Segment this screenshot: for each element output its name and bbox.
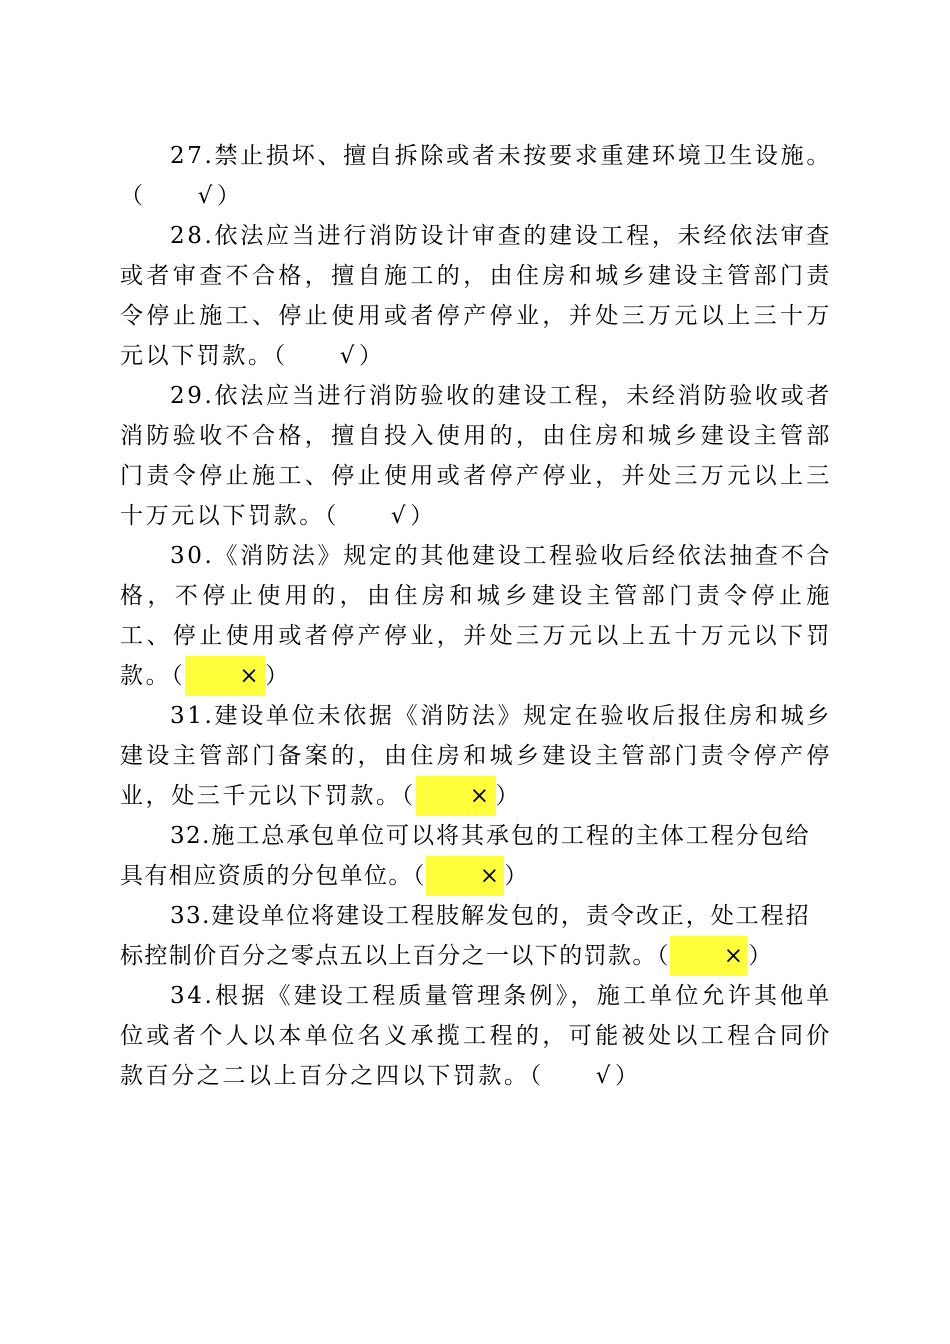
answer-mark: √ — [197, 183, 215, 209]
item-text: 施工总承包单位可以将其承包的工程的主体工程分包给具有相应资质的分包单位。 — [120, 823, 810, 889]
list-item: 30.《消防法》规定的其他建设工程验收后经依法抽查不合格，不停止使用的，由住房和城乡建设主管部门责令停止施工、停止使用或者停产停业，并处三万元以上五十万元以下罚款。（ × ） — [120, 536, 832, 696]
list-item: 27.禁止损坏、擅自拆除或者未按要求重建环境卫生设施。（ √） — [120, 136, 832, 216]
list-item: 33.建设单位将建设工程肢解发包的，责令改正，处工程招标控制价百分之零点五以上百分之一以下的罚款。（ × ） — [120, 896, 810, 976]
list-item: 28.依法应当进行消防设计审查的建设工程，未经依法审查或者审查不合格，擅自施工的，由住房和城乡建设主管部门责令停止施工、停止使用或者停产停业，并处三万元以上三十万元以下罚款。（ √） — [120, 216, 832, 376]
answer-mark: √ — [595, 1063, 613, 1089]
question-list — [120, 136, 832, 1096]
item-number: 33. — [170, 903, 211, 929]
item-text: 《消防法》规定的其他建设工程验收后经依法抽查不合格，不停止使用的，由住房和城乡建设主管部门责令停止施工、停止使用或者停产停业，并处三万元以上五十万元以下罚款。 — [120, 543, 832, 689]
item-text: 根据《建设工程质量管理条例》，施工单位允许其他单位或者个人以本单位名义承揽工程的，可能被处以工程合同价款百分之二以上百分之四以下罚款。 — [120, 983, 832, 1089]
list-item: 32.施工总承包单位可以将其承包的工程的主体工程分包给具有相应资质的分包单位。（ × ） — [120, 816, 810, 896]
answer-mark: √ — [339, 343, 357, 369]
item-text: 依法应当进行消防设计审查的建设工程，未经依法审查或者审查不合格，擅自施工的，由住房和城乡建设主管部门责令停止施工、停止使用或者停产停业，并处三万元以上三十万元以下罚款。 — [120, 223, 832, 369]
item-number: 30. — [170, 543, 215, 569]
answer-mark: × — [416, 776, 496, 816]
item-number: 32. — [170, 823, 211, 849]
item-number: 27. — [170, 143, 215, 169]
item-text: 建设单位未依据《消防法》规定在验收后报住房和城乡建设主管部门备案的，由住房和城乡建设主管部门责令停产停业，处三千元以下罚款。 — [120, 703, 832, 809]
item-number: 31. — [170, 703, 215, 729]
item-number: 29. — [170, 383, 215, 409]
answer-mark: × — [185, 656, 265, 696]
item-number: 34. — [170, 983, 215, 1009]
answer-mark: √ — [390, 503, 409, 529]
item-text: 建设单位将建设工程肢解发包的，责令改正，处工程招标控制价百分之零点五以上百分之一以下的罚款。 — [120, 903, 810, 969]
item-number: 28. — [170, 223, 215, 249]
answer-mark: × — [670, 936, 749, 976]
answer-mark: × — [426, 856, 505, 896]
list-item: 29.依法应当进行消防验收的建设工程，未经消防验收或者消防验收不合格，擅自投入使用的，由住房和城乡建设主管部门责令停止施工、停止使用或者停产停业，并处三万元以上三十万元以下罚款。（ √） — [120, 376, 832, 536]
item-text: 依法应当进行消防验收的建设工程，未经消防验收或者消防验收不合格，擅自投入使用的，由住房和城乡建设主管部门责令停止施工、停止使用或者停产停业，并处三万元以上三十万元以下罚款。 — [120, 383, 832, 529]
list-item: 31.建设单位未依据《消防法》规定在验收后报住房和城乡建设主管部门备案的，由住房和城乡建设主管部门责令停产停业，处三千元以下罚款。（ × ） — [120, 696, 832, 816]
item-text: 禁止损坏、擅自拆除或者未按要求重建环境卫生设施。 — [214, 143, 832, 169]
list-item: 34.根据《建设工程质量管理条例》，施工单位允许其他单位或者个人以本单位名义承揽工程的，可能被处以工程合同价款百分之二以上百分之四以下罚款。（ √） — [120, 976, 832, 1096]
